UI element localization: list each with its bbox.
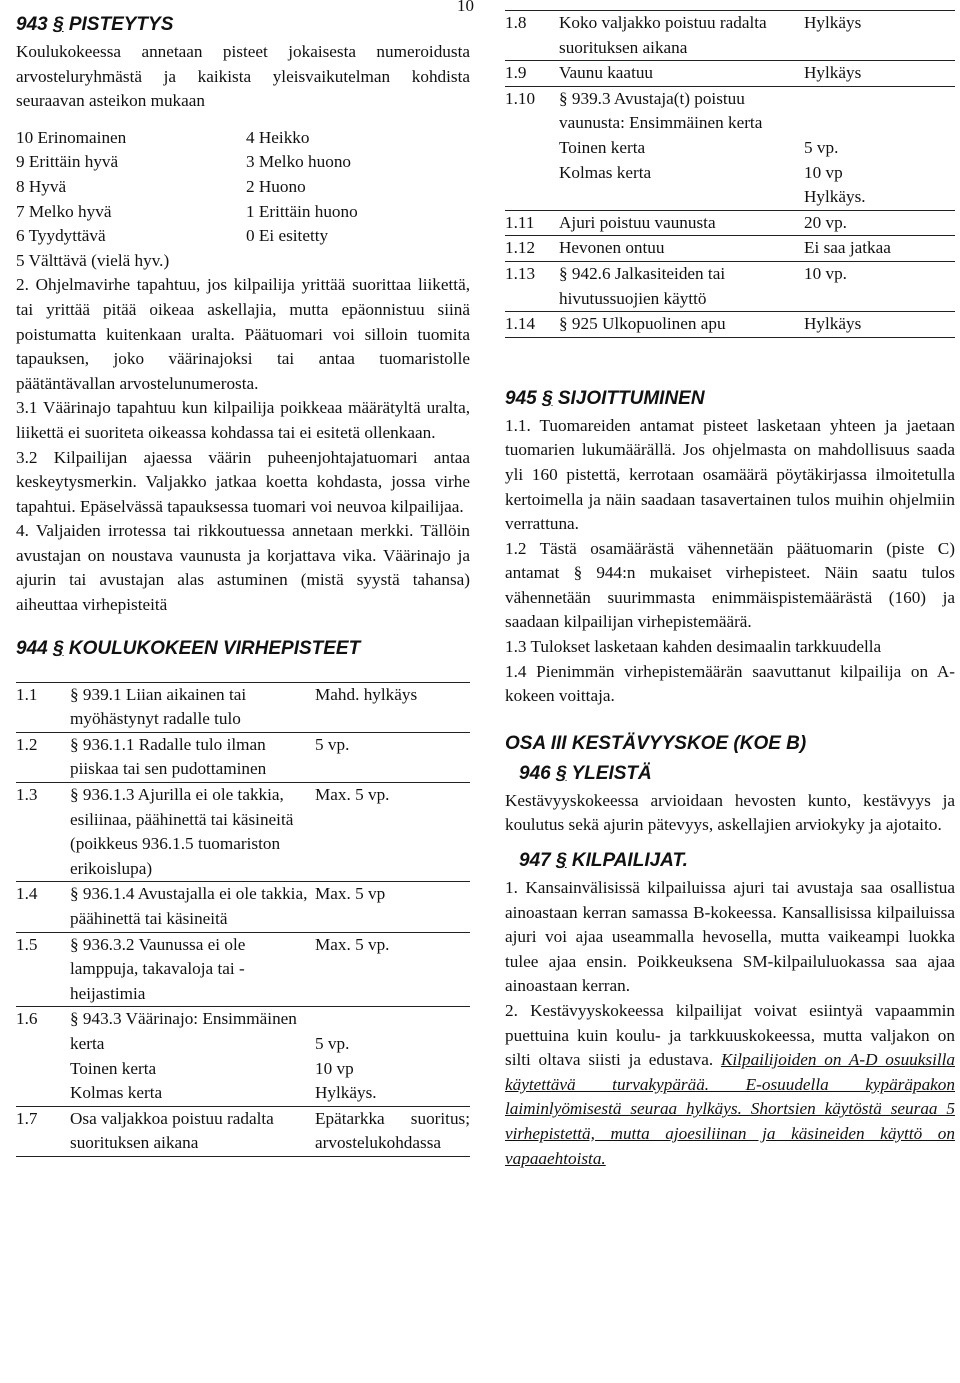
section-sign: § bbox=[555, 762, 567, 784]
table-row bbox=[505, 210, 955, 236]
penalty-number: 1.14 bbox=[505, 314, 536, 334]
scale-item: 4 Heikko bbox=[246, 127, 310, 147]
penalty-table-right bbox=[505, 10, 955, 338]
penalty-points: Max. 5 vp bbox=[315, 884, 386, 904]
penalty-number: 1.3 bbox=[16, 785, 38, 805]
penalty-points: Ei saa jatkaa bbox=[804, 238, 891, 258]
table-row bbox=[505, 11, 955, 61]
penalty-description: Osa valjakkoa poistuu radalta suorituksen aikana bbox=[70, 1108, 274, 1153]
penalty-description: § 925 Ulkopuolinen apu bbox=[559, 314, 726, 334]
paragraph-2: 2. Ohjelmavirhe tapahtuu, jos kilpailija yrittää suorittaa liikettä, tai yrittää pitää oikeaa askellajia, mutta epäonnistuu siinä poistumatta kuitenkaan uralta. Päätuomari voi silloin tuomita tapauksen, joko väärinajoksi tai antaa tuomaristolle päätäntävallan arvostelunumerosta. bbox=[16, 275, 470, 393]
penalty-number: 1.6 bbox=[16, 1009, 38, 1029]
page-number: 10 bbox=[457, 0, 474, 15]
penalty-points: 10 vp. bbox=[804, 263, 847, 283]
scale-left bbox=[16, 126, 246, 274]
penalty-description: § 943.3 Väärinajo: Ensimmäinen kerta Toinen kerta Kolmas kerta bbox=[70, 1009, 297, 1103]
scale-item: 6 Tyydyttävä bbox=[16, 226, 106, 246]
scale-item: 0 Ei esitetty bbox=[246, 226, 329, 246]
paragraph-1-1: 1.1. Tuomareiden antamat pisteet lasketaan yhteen ja jaetaan tuomarien lukumäärällä. Jos ohjelmasta on mahdollisuus saada yli 160 pistettä, kerrotaan osamäärä pöytäkirjassa ilmoitetulla kertoimella ja näin saadaan tasavertainen tulos muihin ohjelmiin verrattuna. bbox=[505, 415, 955, 534]
scale-item: 2 Huono bbox=[246, 176, 306, 196]
section-number: 944 bbox=[16, 637, 48, 659]
section-sign: § bbox=[52, 637, 64, 659]
scale-item: 5 Välttävä (vielä hyv.) bbox=[16, 250, 170, 270]
heading-945 bbox=[505, 384, 955, 414]
paragraph-947-2 bbox=[505, 999, 955, 1171]
penalty-description: § 936.1.3 Ajurilla ei ole takkia, esiliinaa, päähinettä tai käsineitä (poikkeus 936.1.5 tuomariston erikoislupa) bbox=[70, 785, 294, 878]
paragraph-1-2: 1.2 Tästä osamäärästä vähennetään päätuomarin (piste C) antamat § 944:n mukaiset virhepisteet. Näin saatu tulos vähennetään suurimmasta enimmäispistemäärästä (160) ja saadaan kilpailijan virhepistemäärä. bbox=[505, 538, 955, 632]
table-row bbox=[16, 732, 470, 782]
penalty-number: 1.9 bbox=[505, 63, 527, 83]
penalty-number: 1.10 bbox=[505, 88, 536, 108]
section-title: PISTEYTYS bbox=[68, 14, 174, 35]
paragraph-4: 4. Valjaiden irrotessa tai rikkoutuessa annetaan merkki. Tällöin avustajan on noustava vaunusta ja korjattava vika. Väärinajo ja ajurin tai avustajan alas astuminen (mistä syystä tahansa) aiheuttaa virhepisteitä bbox=[16, 521, 470, 615]
table-row bbox=[16, 882, 470, 932]
penalty-number: 1.12 bbox=[505, 238, 536, 258]
heading-944 bbox=[16, 634, 470, 664]
penalty-description: Hevonen ontuu bbox=[559, 238, 665, 258]
penalty-points: 20 vp. bbox=[804, 212, 847, 232]
penalty-number: 1.11 bbox=[505, 212, 535, 232]
part-three-heading: OSA III KESTÄVYYSKOE (KOE B) bbox=[505, 732, 807, 754]
penalty-number: 1.2 bbox=[16, 734, 38, 754]
scale-item: 8 Hyvä bbox=[16, 176, 67, 196]
penalty-description: Ajuri poistuu vaunusta bbox=[559, 212, 716, 232]
penalty-number: 1.8 bbox=[505, 13, 527, 32]
scale-item: 9 Erittäin hyvä bbox=[16, 152, 119, 172]
penalty-number: 1.13 bbox=[505, 263, 536, 283]
helmet-rule-underlined: Kilpailijoiden on A-D osuuksilla käytettävä turvakypärää. E-osuudella kypäräpakon laiminlyömisestä seuraa hylkäys. Shortsien käytöstä seuraa 5 virhepistettä, mutta ajoesiliinan ja käsineiden käyttö on vapaaehtoista. bbox=[505, 1050, 955, 1168]
penalty-points: Max. 5 vp. bbox=[315, 785, 390, 805]
section-title: YLEISTÄ bbox=[571, 762, 652, 784]
section-sign: § bbox=[52, 14, 64, 35]
penalty-points: 5 vp. 10 vp Hylkäys. bbox=[804, 137, 866, 207]
penalty-points: Epätarkka suoritus; arvostelukohdassa bbox=[315, 1108, 470, 1153]
section-number: 943 bbox=[16, 14, 48, 35]
penalty-number: 1.7 bbox=[16, 1108, 38, 1128]
penalty-points: Hylkäys bbox=[804, 63, 862, 83]
section-number: 945 bbox=[505, 387, 537, 409]
paragraph-3-1: 3.1 Väärinajo tapahtuu kun kilpailija poikkeaa määrätyltä uralta, liikettä ei suoriteta oikeassa kohdassa tai ei esitetä ollenkaan. bbox=[16, 398, 470, 442]
penalty-table-left bbox=[16, 682, 470, 1157]
table-row bbox=[16, 932, 470, 1007]
paragraph-intro: Koulukokeessa annetaan pisteet jokaisesta numeroidusta arvosteluryhmästä ja kaikista yleisvaikutelman kohdista seuraavan asteikon mukaan bbox=[16, 42, 470, 111]
paragraph-947-2-text: 2. Kestävyyskokeessa kilpailijat voivat esiintyä vapaammin puettuina kuin koulu- ja tarkkuuskokeessa, mutta valjakon on silti oltava siisti ja edustava. bbox=[505, 1001, 955, 1070]
right-column bbox=[505, 10, 955, 1171]
penalty-number: 1.5 bbox=[16, 934, 38, 954]
table-row bbox=[505, 86, 955, 210]
penalty-points: Max. 5 vp. bbox=[315, 934, 390, 954]
scale-item: 10 Erinomainen bbox=[16, 127, 127, 147]
penalty-points: 5 vp. bbox=[315, 734, 350, 754]
heading-943 bbox=[16, 10, 470, 40]
section-sign: § bbox=[555, 850, 567, 872]
penalty-description: Koko valjakko poistuu radalta suorituksen aikana bbox=[559, 13, 767, 57]
paragraph-1-3: 1.3 Tulokset lasketaan kahden desimaalin tarkkuudella bbox=[505, 637, 882, 657]
section-title: KILPAILIJAT. bbox=[571, 850, 688, 872]
penalty-description: § 936.3.2 Vaunussa ei ole lamppuja, takavaloja tai - heijastimia bbox=[70, 934, 246, 1003]
penalty-number: 1.4 bbox=[16, 884, 38, 904]
table-row bbox=[505, 261, 955, 311]
section-number: 946 bbox=[519, 762, 551, 784]
left-column bbox=[16, 10, 470, 1157]
heading-947 bbox=[519, 846, 955, 876]
paragraph-1-4: 1.4 Pienimmän virhepistemäärän saavuttanut kilpailija on A-kokeen voittaja. bbox=[505, 661, 955, 706]
penalty-description: § 936.1.1 Radalle tulo ilman piiskaa tai sen pudottaminen bbox=[70, 734, 267, 779]
penalty-points: Hylkäys bbox=[804, 314, 862, 334]
penalty-points: Mahd. hylkäys bbox=[315, 684, 418, 704]
scale-right bbox=[246, 126, 466, 274]
penalty-description: § 939.3 Avustaja(t) poistuu vaunusta: Ensimmäinen kerta Toinen kerta Kolmas kerta bbox=[559, 88, 763, 182]
table-row bbox=[505, 236, 955, 262]
table-row bbox=[505, 312, 955, 338]
section-title: SIJOITTUMINEN bbox=[557, 387, 705, 409]
paragraph-3-2: 3.2 Kilpailijan ajaessa väärin puheenjohtajatuomari antaa keskeytysmerkin. Valjakko jatkaa koetta kohdasta, jossa virhe tapahtui. Epäselvässä tapauksessa tuomari voi neuvoa kilpailijaa. bbox=[16, 447, 470, 516]
penalty-points: 5 vp. 10 vp Hylkäys. bbox=[315, 1033, 377, 1103]
penalty-description: § 942.6 Jalkasiteiden tai hivutussuojien käyttö bbox=[559, 263, 726, 308]
penalty-description: § 939.1 Liian aikainen tai myöhästynyt radalle tulo bbox=[70, 684, 247, 729]
paragraph-946: Kestävyyskokeessa arvioidaan hevosten kunto, kestävyys ja koulutus sekä ajurin pätevyys, askellajien arviokyky ja ajotaito. bbox=[505, 790, 955, 835]
penalty-number: 1.1 bbox=[16, 684, 38, 704]
table-row bbox=[505, 61, 955, 87]
scale-item: 1 Erittäin huono bbox=[246, 201, 358, 221]
table-row bbox=[16, 783, 470, 882]
table-row bbox=[16, 1106, 470, 1156]
penalty-description: Vaunu kaatuu bbox=[559, 63, 654, 83]
grading-scale bbox=[16, 126, 470, 274]
paragraph-947-1: 1. Kansainvälisissä kilpailuissa ajuri tai avustaja saa osallistua ainoastaan kerran samassa B-kokeessa. Kansallisissa kilpailuissa ajuri voi ajaa useammalla hevosella, mutta vaikeampi luokka tulee ajaa ensin. Poikkeuksena SM-kilpailuluokassa saa ajaa ainoastaan kerran. bbox=[505, 878, 955, 996]
section-number: 947 bbox=[519, 850, 551, 872]
scale-item: 3 Melko huono bbox=[246, 152, 352, 172]
table-row bbox=[16, 1007, 470, 1106]
table-row bbox=[16, 682, 470, 732]
section-sign: § bbox=[541, 387, 553, 409]
penalty-points: Hylkäys bbox=[804, 13, 862, 32]
penalty-description: § 936.1.4 Avustajalla ei ole takkia, päähinettä tai käsineitä bbox=[70, 884, 308, 928]
scale-item: 7 Melko hyvä bbox=[16, 201, 112, 221]
section-title: KOULUKOKEEN VIRHEPISTEET bbox=[68, 637, 361, 659]
heading-946 bbox=[519, 759, 955, 789]
